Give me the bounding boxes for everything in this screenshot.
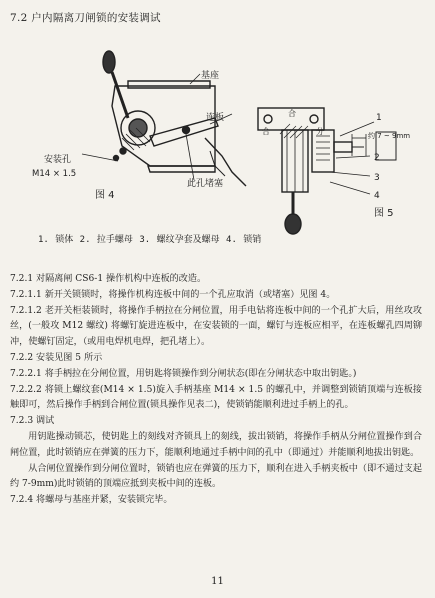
paragraph: 7.2.1.2 老开关柜装锁时，将操作手柄拉在分闸位置，用手电钻将连板中间的一个孔扩大后，用丝攻攻丝，(一般攻 M12 螺纹) 将螺钉旋进连板中，在安装锁的一面，螺钉与连板应相平，在连板螺孔四周铆冲，使螺钉固定，（或用电焊机电焊，把孔堵上）。	[10, 305, 422, 348]
paragraph: 用钥匙操动锁芯，使钥匙上的刻线对齐锁具上的刻线，拔出锁销，将操作手柄从分闸位置操作到合闸位置，此时锁销应在弹簧的压力下，能顺利地通过手柄中间的孔中（即通过）并能顺利地拔出钥匙。	[10, 431, 422, 458]
plugged-hole	[183, 127, 190, 134]
label-thread-spec: M14 × 1.5	[32, 169, 77, 179]
label-figure-5: 图 5	[374, 208, 394, 219]
section-title: 7.2 户内隔离刀闸锁的安装调试	[10, 12, 161, 24]
paragraph: 7.2.3 调试	[10, 416, 55, 427]
page-number: 11	[211, 576, 224, 587]
label-mounting-hole: 安装孔	[44, 155, 72, 165]
paragraph: 7.2.4 将螺母与基座并紧，安装锁完毕。	[10, 495, 173, 506]
paragraph: 从合闸位置操作到分闸位置时，锁销也应在弹簧的压力下，顺利在进入手柄夹板中（即不通过支起约 7-9mm)此时锁销的顶端应抵到夹板中间的连板。	[10, 463, 422, 490]
body-text	[10, 272, 422, 509]
base-frame	[112, 86, 215, 166]
callout-4: 4	[374, 191, 380, 201]
label-link-plate: 连板	[206, 113, 225, 123]
plate-center-mark: 合	[288, 109, 296, 118]
plate-right-mark: 分	[316, 127, 324, 136]
label-gap-dimension: 约 7 ~ 9mm	[368, 132, 411, 140]
installation-figure	[0, 26, 435, 236]
callout-2: 2	[374, 153, 380, 163]
callout-1: 1	[376, 113, 382, 123]
plate-left-mark: 合	[262, 127, 270, 136]
lower-handle-knob	[285, 214, 301, 234]
paragraph: 7.2.1.1 新开关锁锁时，将操作机构连板中间的一个孔应取消（或堵塞）见图 4。	[10, 289, 336, 300]
lock-pin	[334, 142, 352, 152]
handle-knob	[103, 51, 115, 73]
handle-arm	[112, 72, 128, 118]
figure-drawing	[0, 26, 435, 236]
paragraph: 7.2.1 对隔离闸 CS6-1 操作机构中连板的改造。	[10, 274, 207, 284]
paragraph: 7.2.2.1 将手柄拉在分闸位置，用钥匙将锁操作到分闸状态(即在分闸状态中取出钥匙。)	[10, 368, 357, 379]
paragraph: 7.2.2 安装见图 5 所示	[10, 352, 103, 363]
figure-legend: 1. 锁体 2. 拉手螺母 3. 螺纹孕套及螺母 4. 锁销	[38, 235, 262, 245]
paragraph: 7.2.2.2 将锁上螺纹套(M14 × 1.5)旋入手柄基座 M14 × 1.5 的螺孔中，并调整到锁销顶端与连板接触即可，然后操作手柄到合闸位置(锁具操作见表二)，使锁销能顺利进过手柄上的孔。	[10, 384, 422, 411]
hub-core	[129, 119, 147, 137]
label-base: 基座	[201, 71, 220, 81]
base-flange	[128, 81, 210, 88]
label-figure-4: 图 4	[95, 190, 115, 201]
callout-3: 3	[374, 173, 380, 183]
label-plugged-hole: 此孔堵塞	[187, 179, 224, 189]
